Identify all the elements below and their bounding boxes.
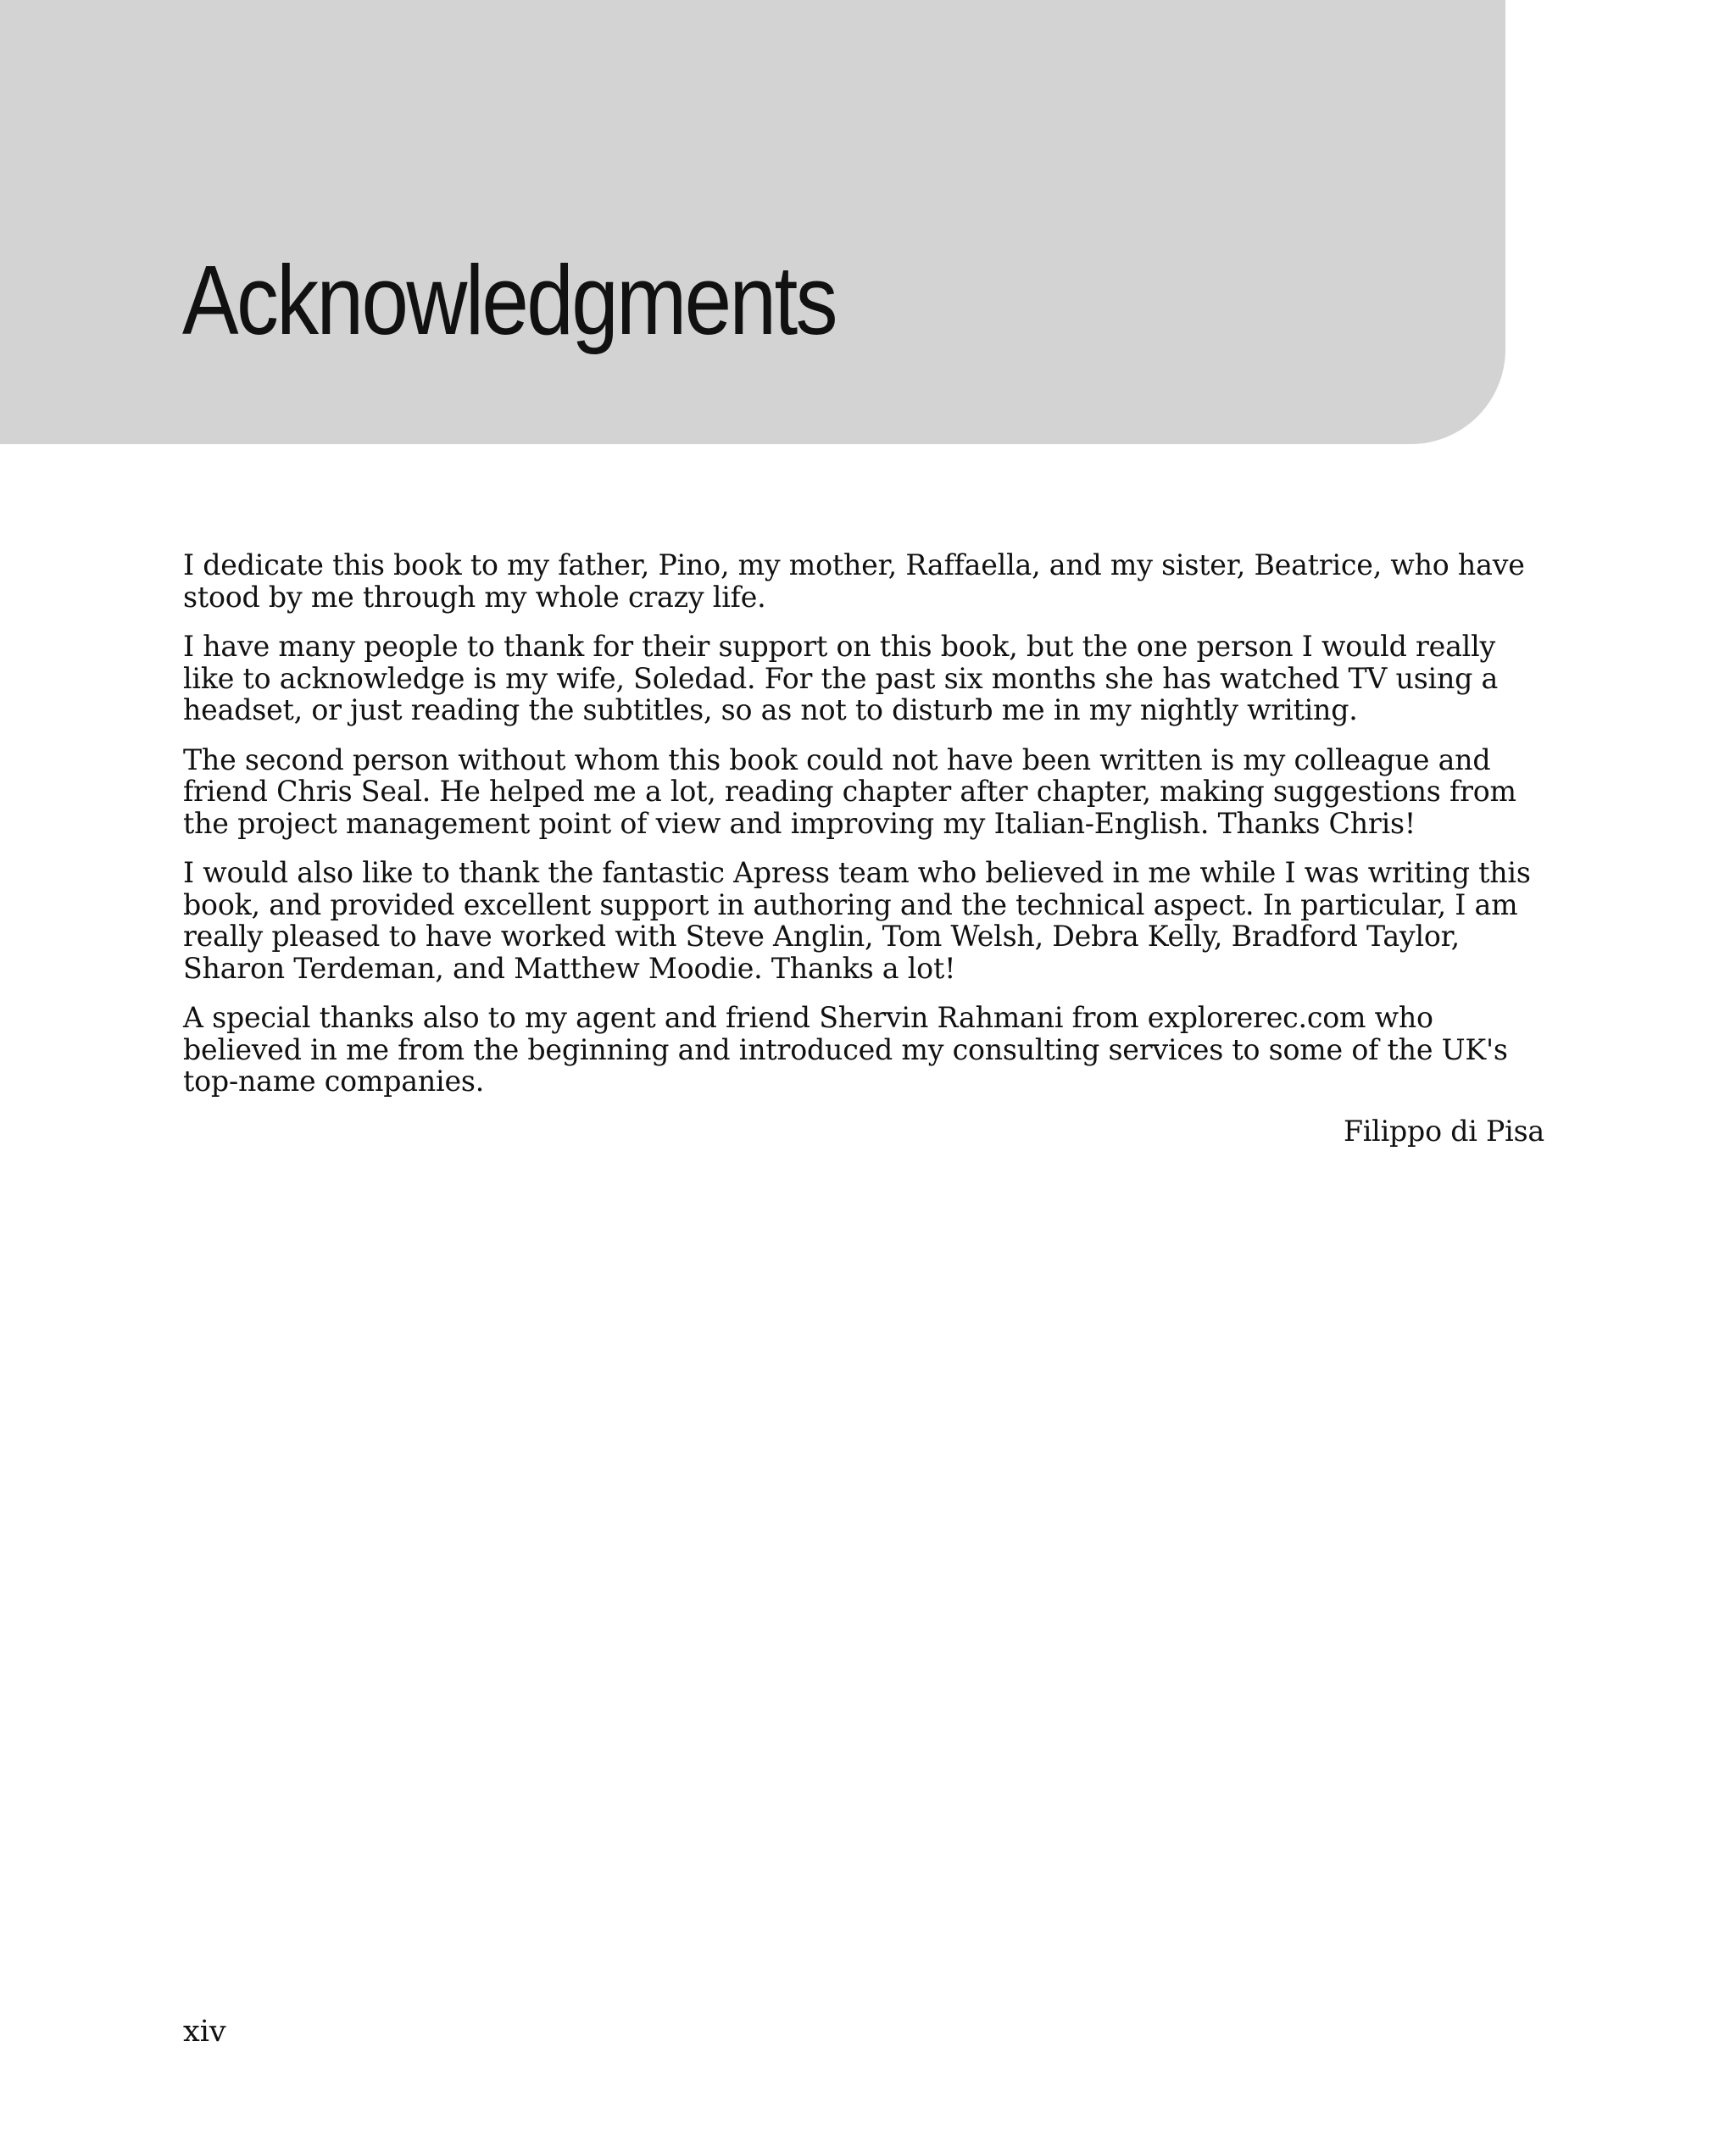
chapter-title: Acknowledgments: [182, 245, 836, 355]
paragraph-wife: I have many people to thank for their support on this book, but the one person I would really like to acknowledge is my wife, Soledad. For the past six months she has watched TV using a headset, or just reading the subtitles, so as not to disturb me in my nightly writing.: [183, 630, 1499, 726]
author-signature: Filippo di Pisa: [1343, 1114, 1544, 1148]
chapter-header-band: [0, 0, 1505, 444]
page-number: xiv: [183, 2015, 226, 2049]
acknowledgments-body: [183, 549, 1544, 1165]
paragraph-colleague: The second person without whom this book could not have been written is my colleague and friend Chris Seal. He helped me a lot, reading chapter after chapter, making suggestions from the project management point of view and improving my Italian-English. Thanks Chris!: [183, 742, 1516, 840]
paragraph-publisher-team: I would also like to thank the fantastic Apress team who believed in me while I was writing this book, and provided excellent support in authoring and the technical aspect. In particular, I am really pleased to have worked with Steve Anglin, Tom Welsh, Debra Kelly, Bradford Taylor, Sharon Terdeman, and Matthew Moodie. Thanks a lot!: [183, 856, 1531, 985]
paragraph-dedication: I dedicate this book to my father, Pino, my mother, Raffaella, and my sister, Beatrice, who have stood by me through my whole crazy life.: [183, 548, 1525, 614]
paragraph-agent: A special thanks also to my agent and friend Shervin Rahmani from explorerec.com who believed in me from the beginning and introduced my consulting services to some of the UK's top-name companies.: [183, 1001, 1508, 1098]
